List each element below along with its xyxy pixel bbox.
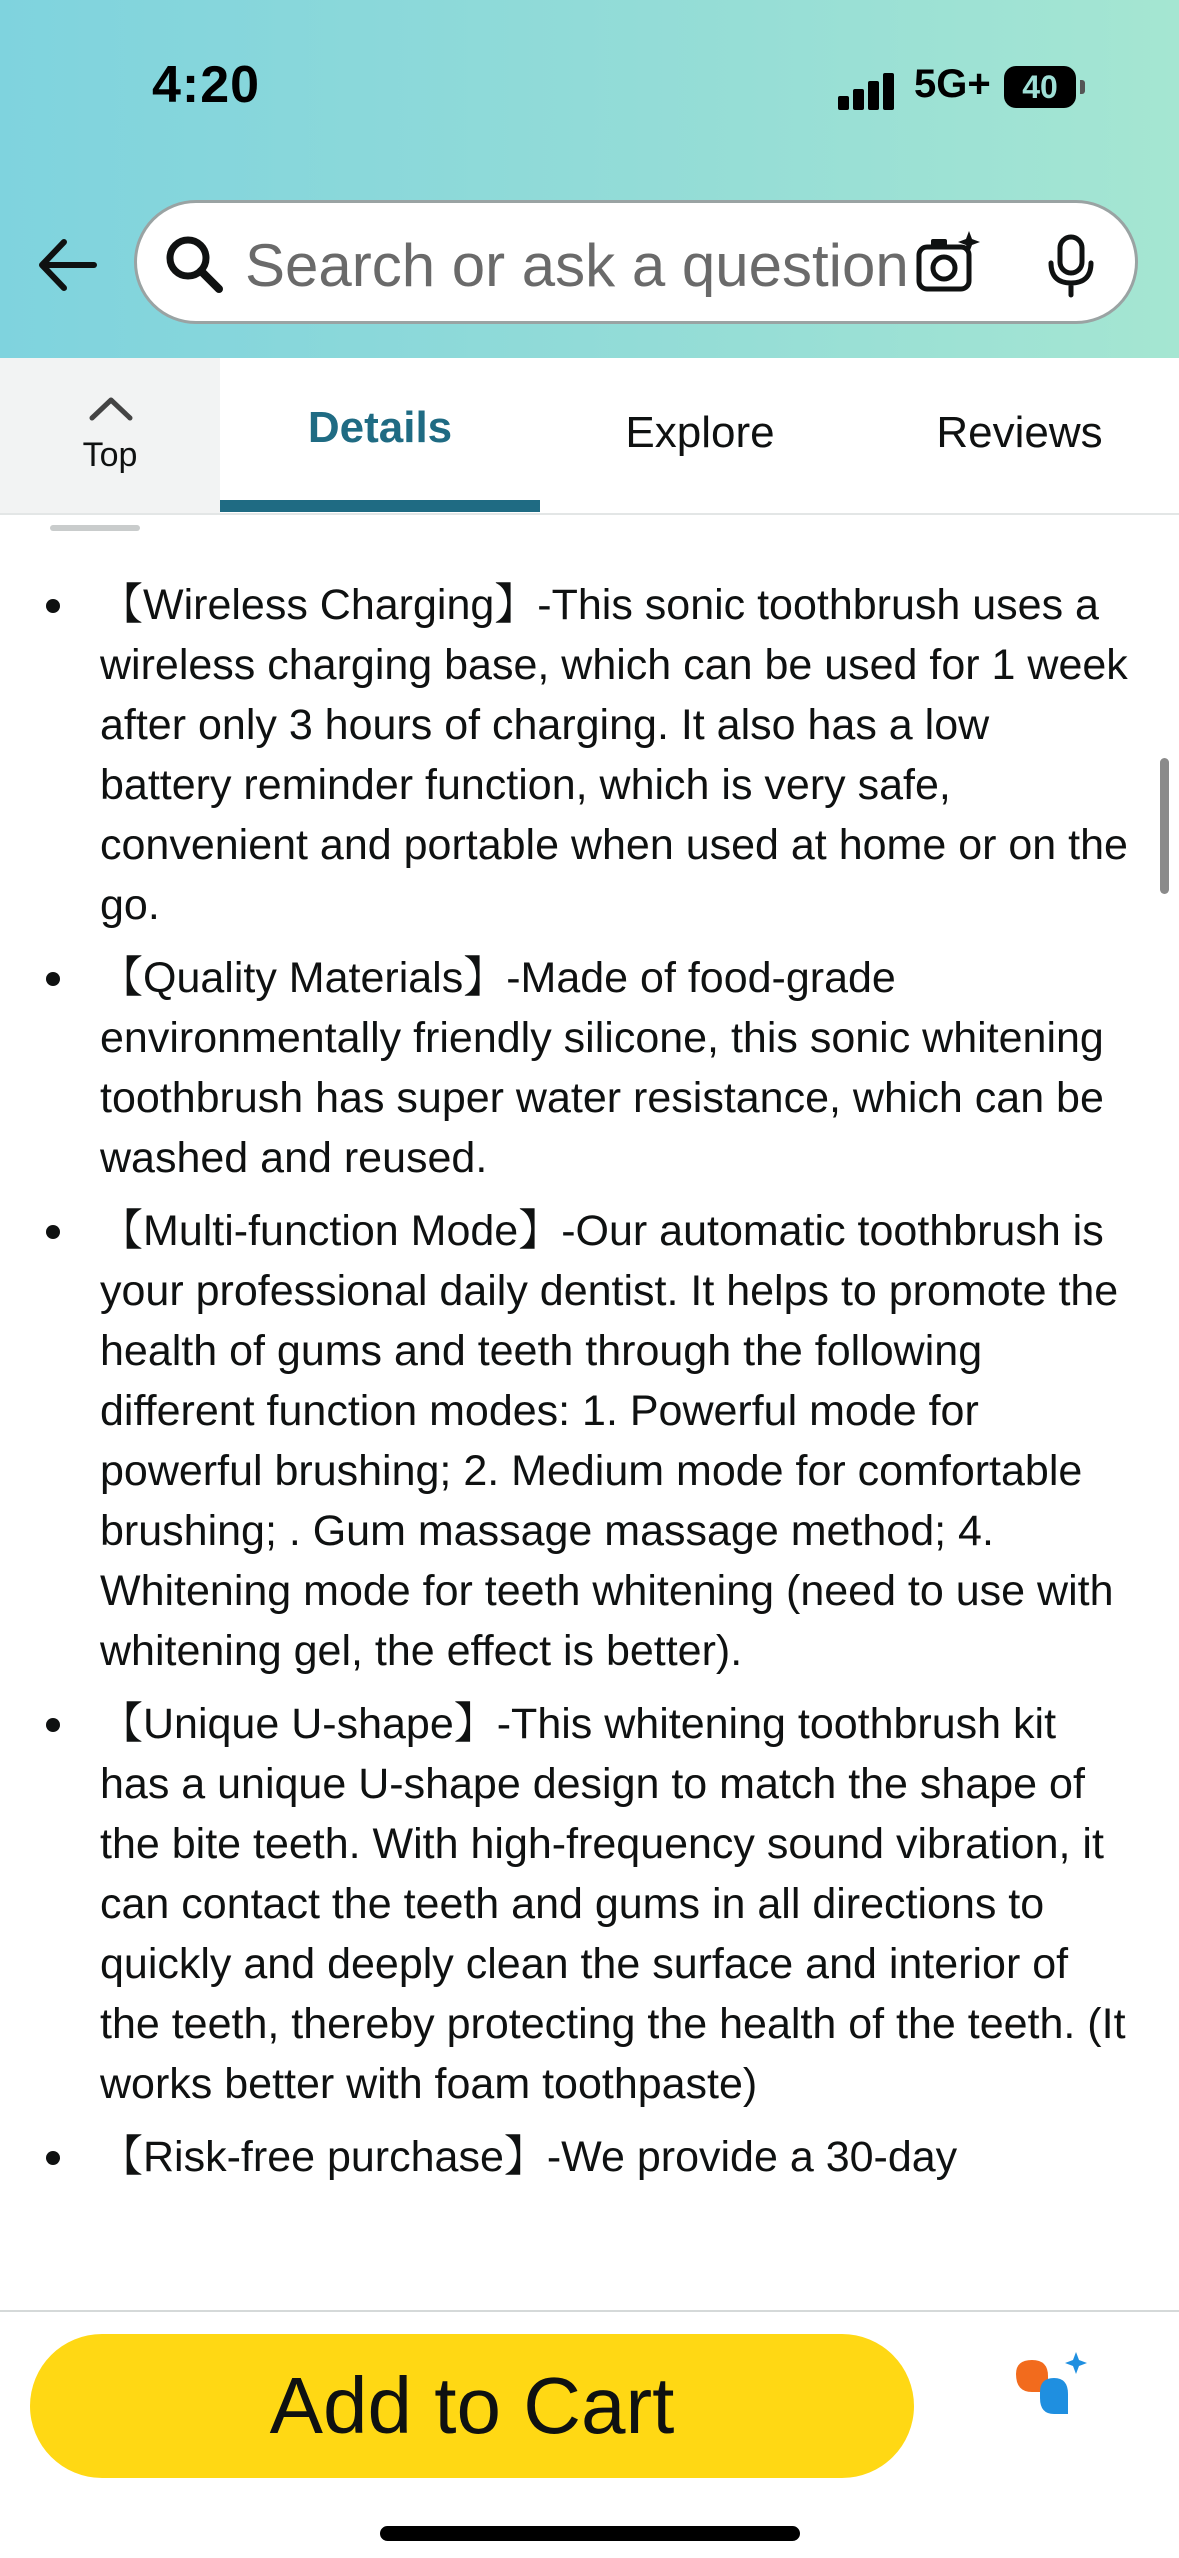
add-to-cart-button[interactable]: Add to Cart bbox=[30, 2334, 914, 2478]
camera-search-icon[interactable] bbox=[913, 227, 985, 299]
microphone-icon[interactable] bbox=[1041, 233, 1101, 299]
search-input[interactable] bbox=[245, 233, 935, 297]
tab-explore[interactable]: Explore bbox=[625, 408, 775, 457]
bullet-text: 【Multi-function Mode】-Our automatic toothbrush is your professional daily dentist. It helps to promote the health of gums and teeth through the following different function modes: 1. Powerful mode for powerful brushing; 2. Medium mode for comfortable brushing; . Gum massage massage method; 4. Whitening mode for teeth whitening (need to use with whitening gel, the effect is better). bbox=[100, 1207, 1119, 1675]
scrollbar[interactable] bbox=[1160, 758, 1169, 894]
list-item bbox=[0, 1201, 1179, 1681]
list-item bbox=[0, 1694, 1179, 2114]
search-icon bbox=[161, 231, 227, 297]
feature-bullet-list bbox=[0, 575, 1179, 2200]
app-header bbox=[0, 0, 1179, 358]
home-indicator bbox=[380, 2526, 800, 2541]
bottom-action-bar bbox=[0, 2310, 1179, 2558]
product-details-content[interactable] bbox=[0, 520, 1179, 2310]
back-arrow-icon[interactable] bbox=[34, 232, 100, 298]
status-time: 4:20 bbox=[152, 56, 261, 114]
top-label: Top bbox=[82, 436, 138, 474]
rufus-assistant-icon[interactable] bbox=[1010, 2352, 1094, 2436]
tab-reviews[interactable]: Reviews bbox=[936, 408, 1103, 457]
bullet-text: 【Risk-free purchase】-We provide a 30-day bbox=[100, 2133, 958, 2181]
battery-nub bbox=[1080, 80, 1085, 94]
bullet-text: 【Quality Materials】-Made of food-grade environmentally friendly silicone, this sonic whitening toothbrush has super water resistance, which can be washed and reused. bbox=[100, 954, 1104, 1182]
bullet-dot bbox=[46, 1225, 60, 1239]
bullet-dot bbox=[46, 2151, 60, 2165]
list-item bbox=[0, 2127, 1179, 2187]
active-tab-indicator bbox=[220, 500, 540, 512]
bullet-text: 【Unique U-shape】-This whitening toothbrush kit has a unique U-shape design to match the shape of the bite teeth. With high-frequency sound vibration, it can contact the teeth and gums in all directions to quickly and deeply clean the surface and interior of the teeth, thereby protecting the health of the teeth. (It works better with foam toothpaste) bbox=[100, 1700, 1126, 2108]
tab-bar bbox=[0, 358, 1179, 515]
chevron-up-icon bbox=[88, 394, 134, 422]
bullet-dot bbox=[46, 599, 60, 613]
bullet-dot bbox=[46, 1718, 60, 1732]
bullet-dot bbox=[46, 972, 60, 986]
bullet-text: 【Wireless Charging】-This sonic toothbrush uses a wireless charging base, which can be used for 1 week after only 3 hours of charging. It also has a low battery reminder function, which is very safe, convenient and portable when used at home or on the go. bbox=[100, 581, 1128, 929]
list-item bbox=[0, 575, 1179, 935]
battery-icon bbox=[1004, 66, 1076, 108]
search-bar[interactable] bbox=[134, 200, 1138, 324]
cellular-signal-icon bbox=[838, 70, 898, 110]
battery-level: 40 bbox=[1022, 69, 1058, 105]
scroll-to-top-button[interactable] bbox=[0, 358, 220, 513]
clipped-previous-content bbox=[50, 520, 1050, 532]
list-item bbox=[0, 948, 1179, 1188]
network-type: 5G+ bbox=[914, 62, 991, 106]
tab-details[interactable]: Details bbox=[307, 403, 453, 452]
